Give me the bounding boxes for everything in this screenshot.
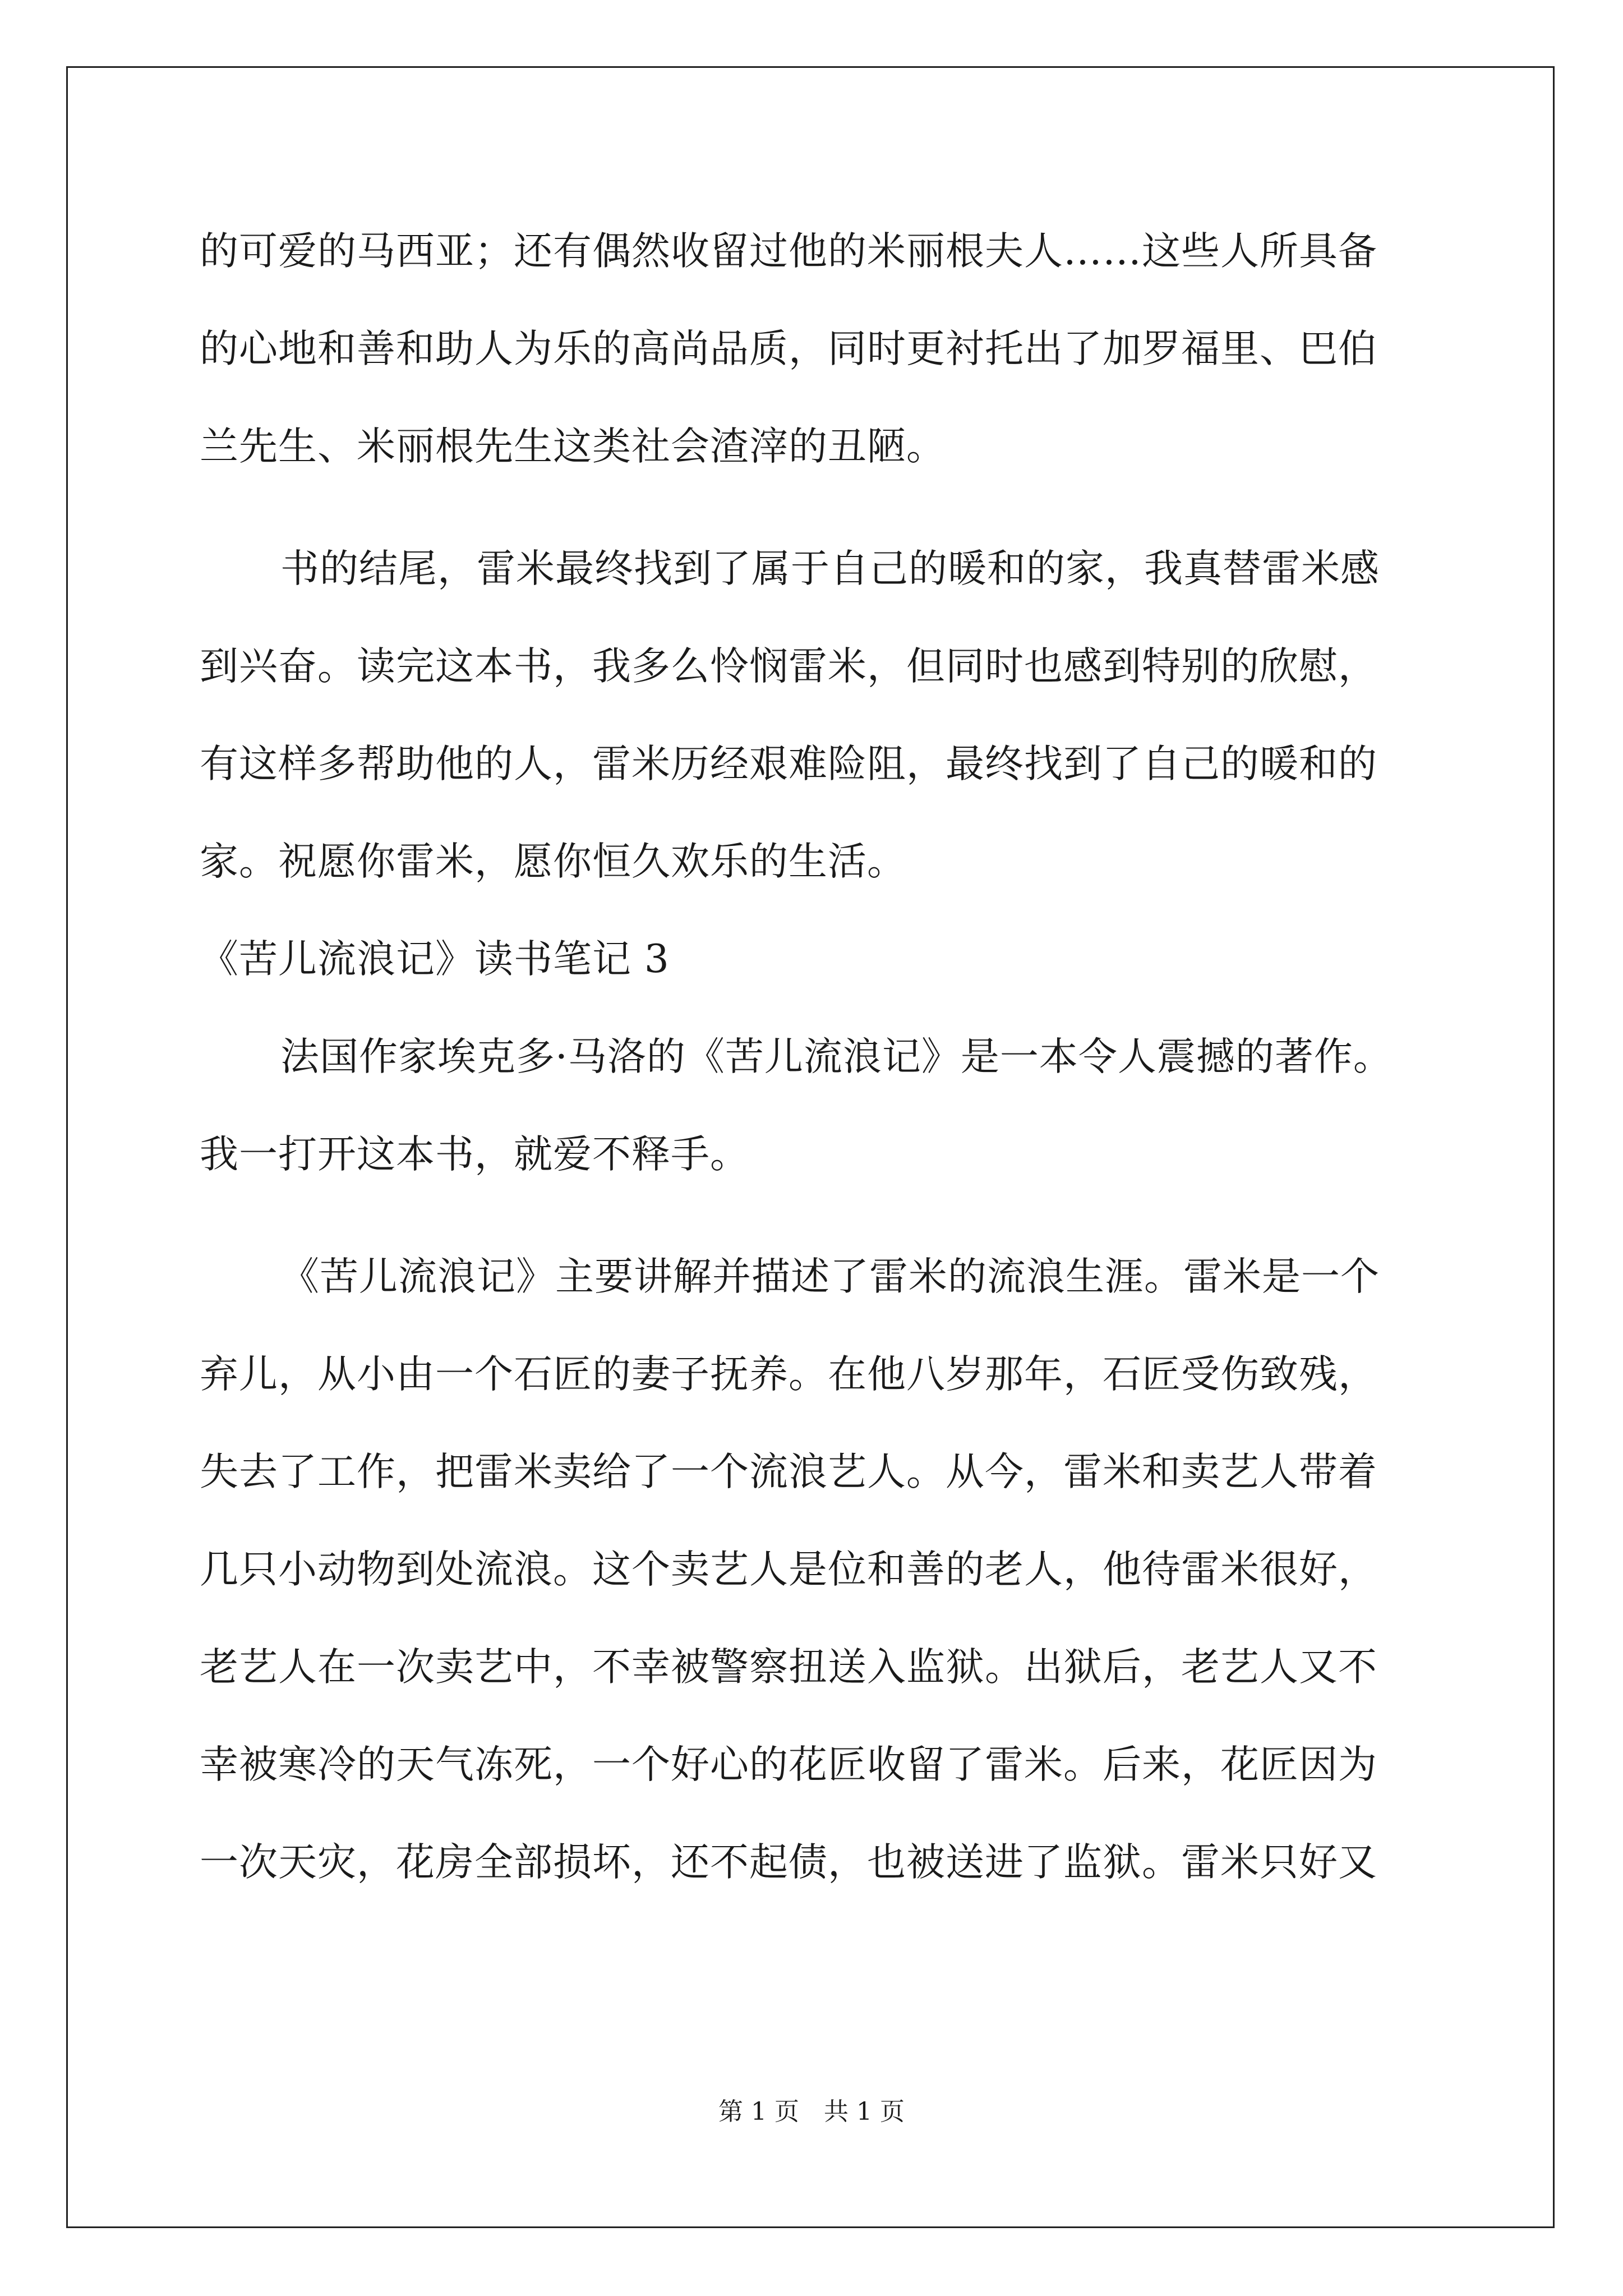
body-line-9: 法国作家埃克多·马洛的《苦儿流浪记》是一本令人震撼的著作。 <box>280 1034 1393 1079</box>
body-line-12: 弃儿，从小由一个石匠的妻子抚养。在他八岁那年，石匠受伤致残， <box>200 1352 1377 1397</box>
body-line-17: 一次天灾，花房全部损坏，还不起债，也被送进了监狱。雷米只好又 <box>200 1840 1377 1885</box>
body-line-14: 几只小动物到处流浪。这个卖艺人是位和善的老人，他待雷米很好， <box>200 1547 1377 1592</box>
body-line-15: 老艺人在一次卖艺中，不幸被警察扭送入监狱。出狱后，老艺人又不 <box>200 1645 1377 1690</box>
body-line-16: 幸被寒冷的天气冻死，一个好心的花匠收留了雷米。后来，花匠因为 <box>200 1742 1377 1787</box>
body-line-10: 我一打开这本书，就爱不释手。 <box>200 1132 749 1177</box>
body-line-5: 到兴奋。读完这本书，我多么怜悯雷米，但同时也感到特别的欣慰， <box>200 644 1377 689</box>
section-heading: 《苦儿流浪记》读书笔记 3 <box>200 937 670 982</box>
body-line-2: 的心地和善和助人为乐的高尚品质，同时更衬托出了加罗福里、巴伯 <box>200 326 1377 371</box>
body-line-7: 家。祝愿你雷米，愿你恒久欢乐的生活。 <box>200 839 906 884</box>
page-footer: 第 1 页 共 1 页 <box>718 2097 905 2126</box>
body-line-3: 兰先生、米丽根先生这类社会渣滓的丑陋。 <box>200 424 946 469</box>
body-line-6: 有这样多帮助他的人，雷米历经艰难险阻，最终找到了自己的暖和的 <box>200 742 1377 786</box>
body-line-1: 的可爱的马西亚；还有偶然收留过他的米丽根夫人……这些人所具备 <box>200 229 1377 274</box>
body-line-13: 失去了工作，把雷米卖给了一个流浪艺人。从今，雷米和卖艺人带着 <box>200 1450 1377 1494</box>
body-line-4: 书的结尾，雷米最终找到了属于自己的暖和的家，我真替雷米感 <box>280 546 1380 591</box>
body-line-11: 《苦儿流浪记》主要讲解并描述了雷米的流浪生涯。雷米是一个 <box>280 1254 1380 1299</box>
